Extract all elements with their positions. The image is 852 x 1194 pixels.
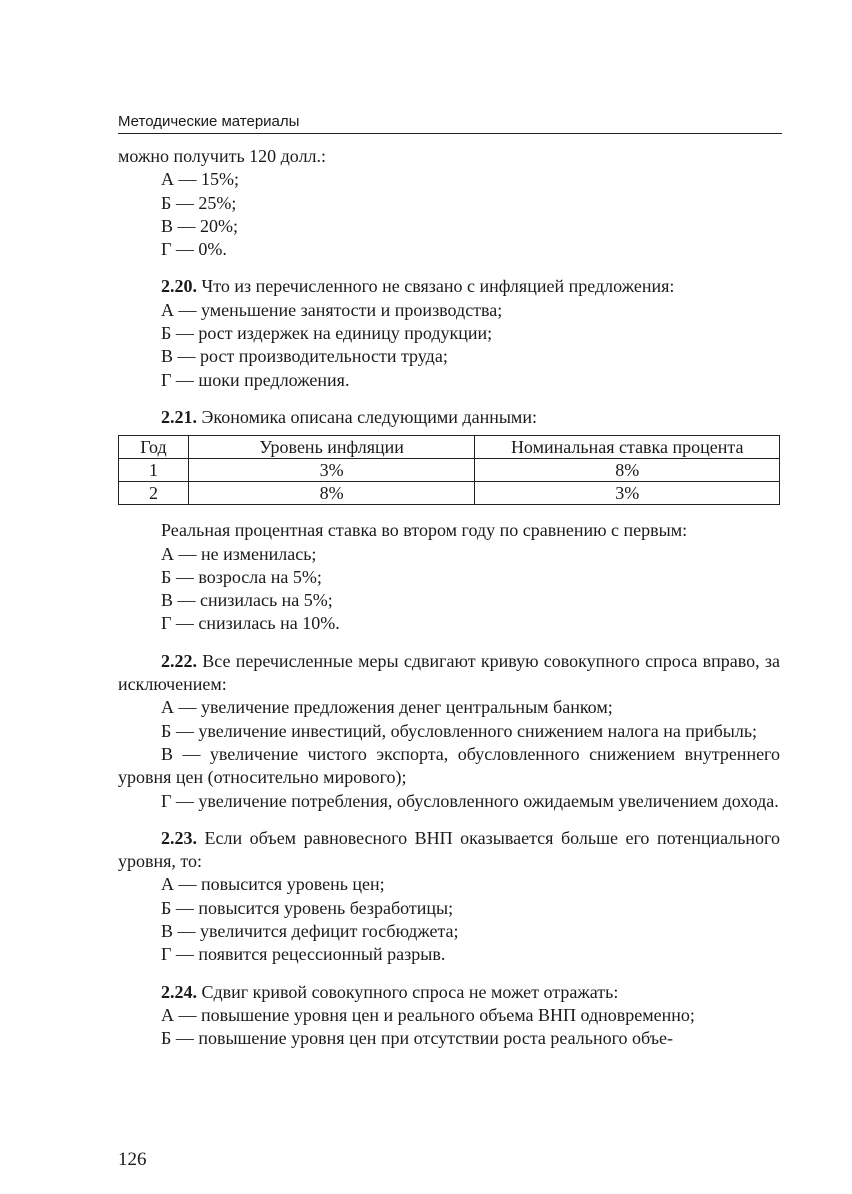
running-header: Методические материалы: [118, 112, 782, 134]
option-a: А — увеличение предложения денег центральным банком;: [161, 697, 613, 718]
question-2-21: [118, 406, 780, 429]
question-text: Сдвиг кривой совокупного спроса не может отражать:: [197, 981, 619, 1002]
table-cell: 8%: [188, 482, 475, 505]
option-a: А — уменьшение занятости и производства;: [161, 299, 503, 320]
option-a: А — 15%;: [161, 169, 239, 190]
question-2-22: [118, 650, 780, 697]
option-b: Б — возросла на 5%;: [161, 566, 322, 587]
page-number: 126: [118, 1149, 147, 1170]
option-c: В — снизилась на 5%;: [161, 590, 333, 611]
question-2-20: [118, 275, 780, 298]
question-number: 2.22.: [161, 650, 197, 671]
option-d: Г — увеличение потребления, обусловленного ожидаемым увеличением дохода.: [161, 790, 779, 811]
column-header-inflation: Уровень инфляции: [188, 436, 475, 459]
continuation-line: можно получить 120 долл.:: [118, 146, 327, 166]
page-body: [118, 145, 780, 1051]
question-text: Если объем равновесного ВНП оказывается больше его потенциального уровня, то:: [118, 827, 780, 872]
option-a: А — повысится уровень цен;: [161, 874, 385, 895]
question-2-24: [118, 981, 780, 1004]
question-text: Все перечисленные меры сдвигают кривую совокупного спроса вправо, за исключением:: [118, 650, 780, 695]
table-cell: 2: [119, 482, 189, 505]
option-d: Г — снизилась на 10%.: [161, 613, 340, 634]
column-header-year: Год: [119, 436, 189, 459]
option-b: Б — повысится уровень безработицы;: [161, 897, 454, 918]
question-number: 2.24.: [161, 981, 197, 1002]
option-d: Г — появится рецессионный разрыв.: [161, 944, 446, 965]
question-number: 2.23.: [161, 827, 197, 848]
question-text: Что из перечисленного не связано с инфляцией предложения:: [197, 276, 675, 297]
question-2-23: [118, 827, 780, 874]
table-cell: 8%: [475, 459, 780, 482]
table-header-row: [119, 436, 780, 459]
table-row: [119, 459, 780, 482]
option-d: Г — 0%.: [161, 239, 227, 260]
question-number: 2.20.: [161, 276, 197, 297]
table-cell: 3%: [188, 459, 475, 482]
option-c: В — рост производительности труда;: [161, 346, 448, 367]
table-cell: 3%: [475, 482, 780, 505]
option-a: А — не изменилась;: [161, 543, 317, 564]
question-text: Экономика описана следующими данными:: [197, 406, 537, 427]
option-b: Б — увеличение инвестиций, обусловленного снижением налога на прибыль;: [161, 720, 758, 741]
option-c: В — увеличится дефицит госбюджета;: [161, 921, 459, 942]
table-cell: 1: [119, 459, 189, 482]
table-row: [119, 482, 780, 505]
question-number: 2.21.: [161, 406, 197, 427]
option-c: В — 20%;: [161, 215, 239, 236]
option-a: А — повышение уровня цен и реального объема ВНП одновременно;: [161, 1004, 695, 1025]
data-table: [118, 435, 780, 505]
column-header-nominal-rate: Номинальная ставка процента: [475, 436, 780, 459]
option-b: Б — повышение уровня цен при отсутствии роста реального объе-: [161, 1028, 674, 1049]
option-c: В — увеличение чистого экспорта, обусловленного снижением внутреннего уровня цен (относительно мирового);: [118, 743, 780, 788]
option-b: Б — рост издержек на единицу продукции;: [161, 323, 493, 344]
option-b: Б — 25%;: [161, 192, 237, 213]
option-d: Г — шоки предложения.: [161, 369, 350, 390]
question-2-21-prompt: Реальная процентная ставка во втором году по сравнению с первым:: [161, 520, 688, 541]
